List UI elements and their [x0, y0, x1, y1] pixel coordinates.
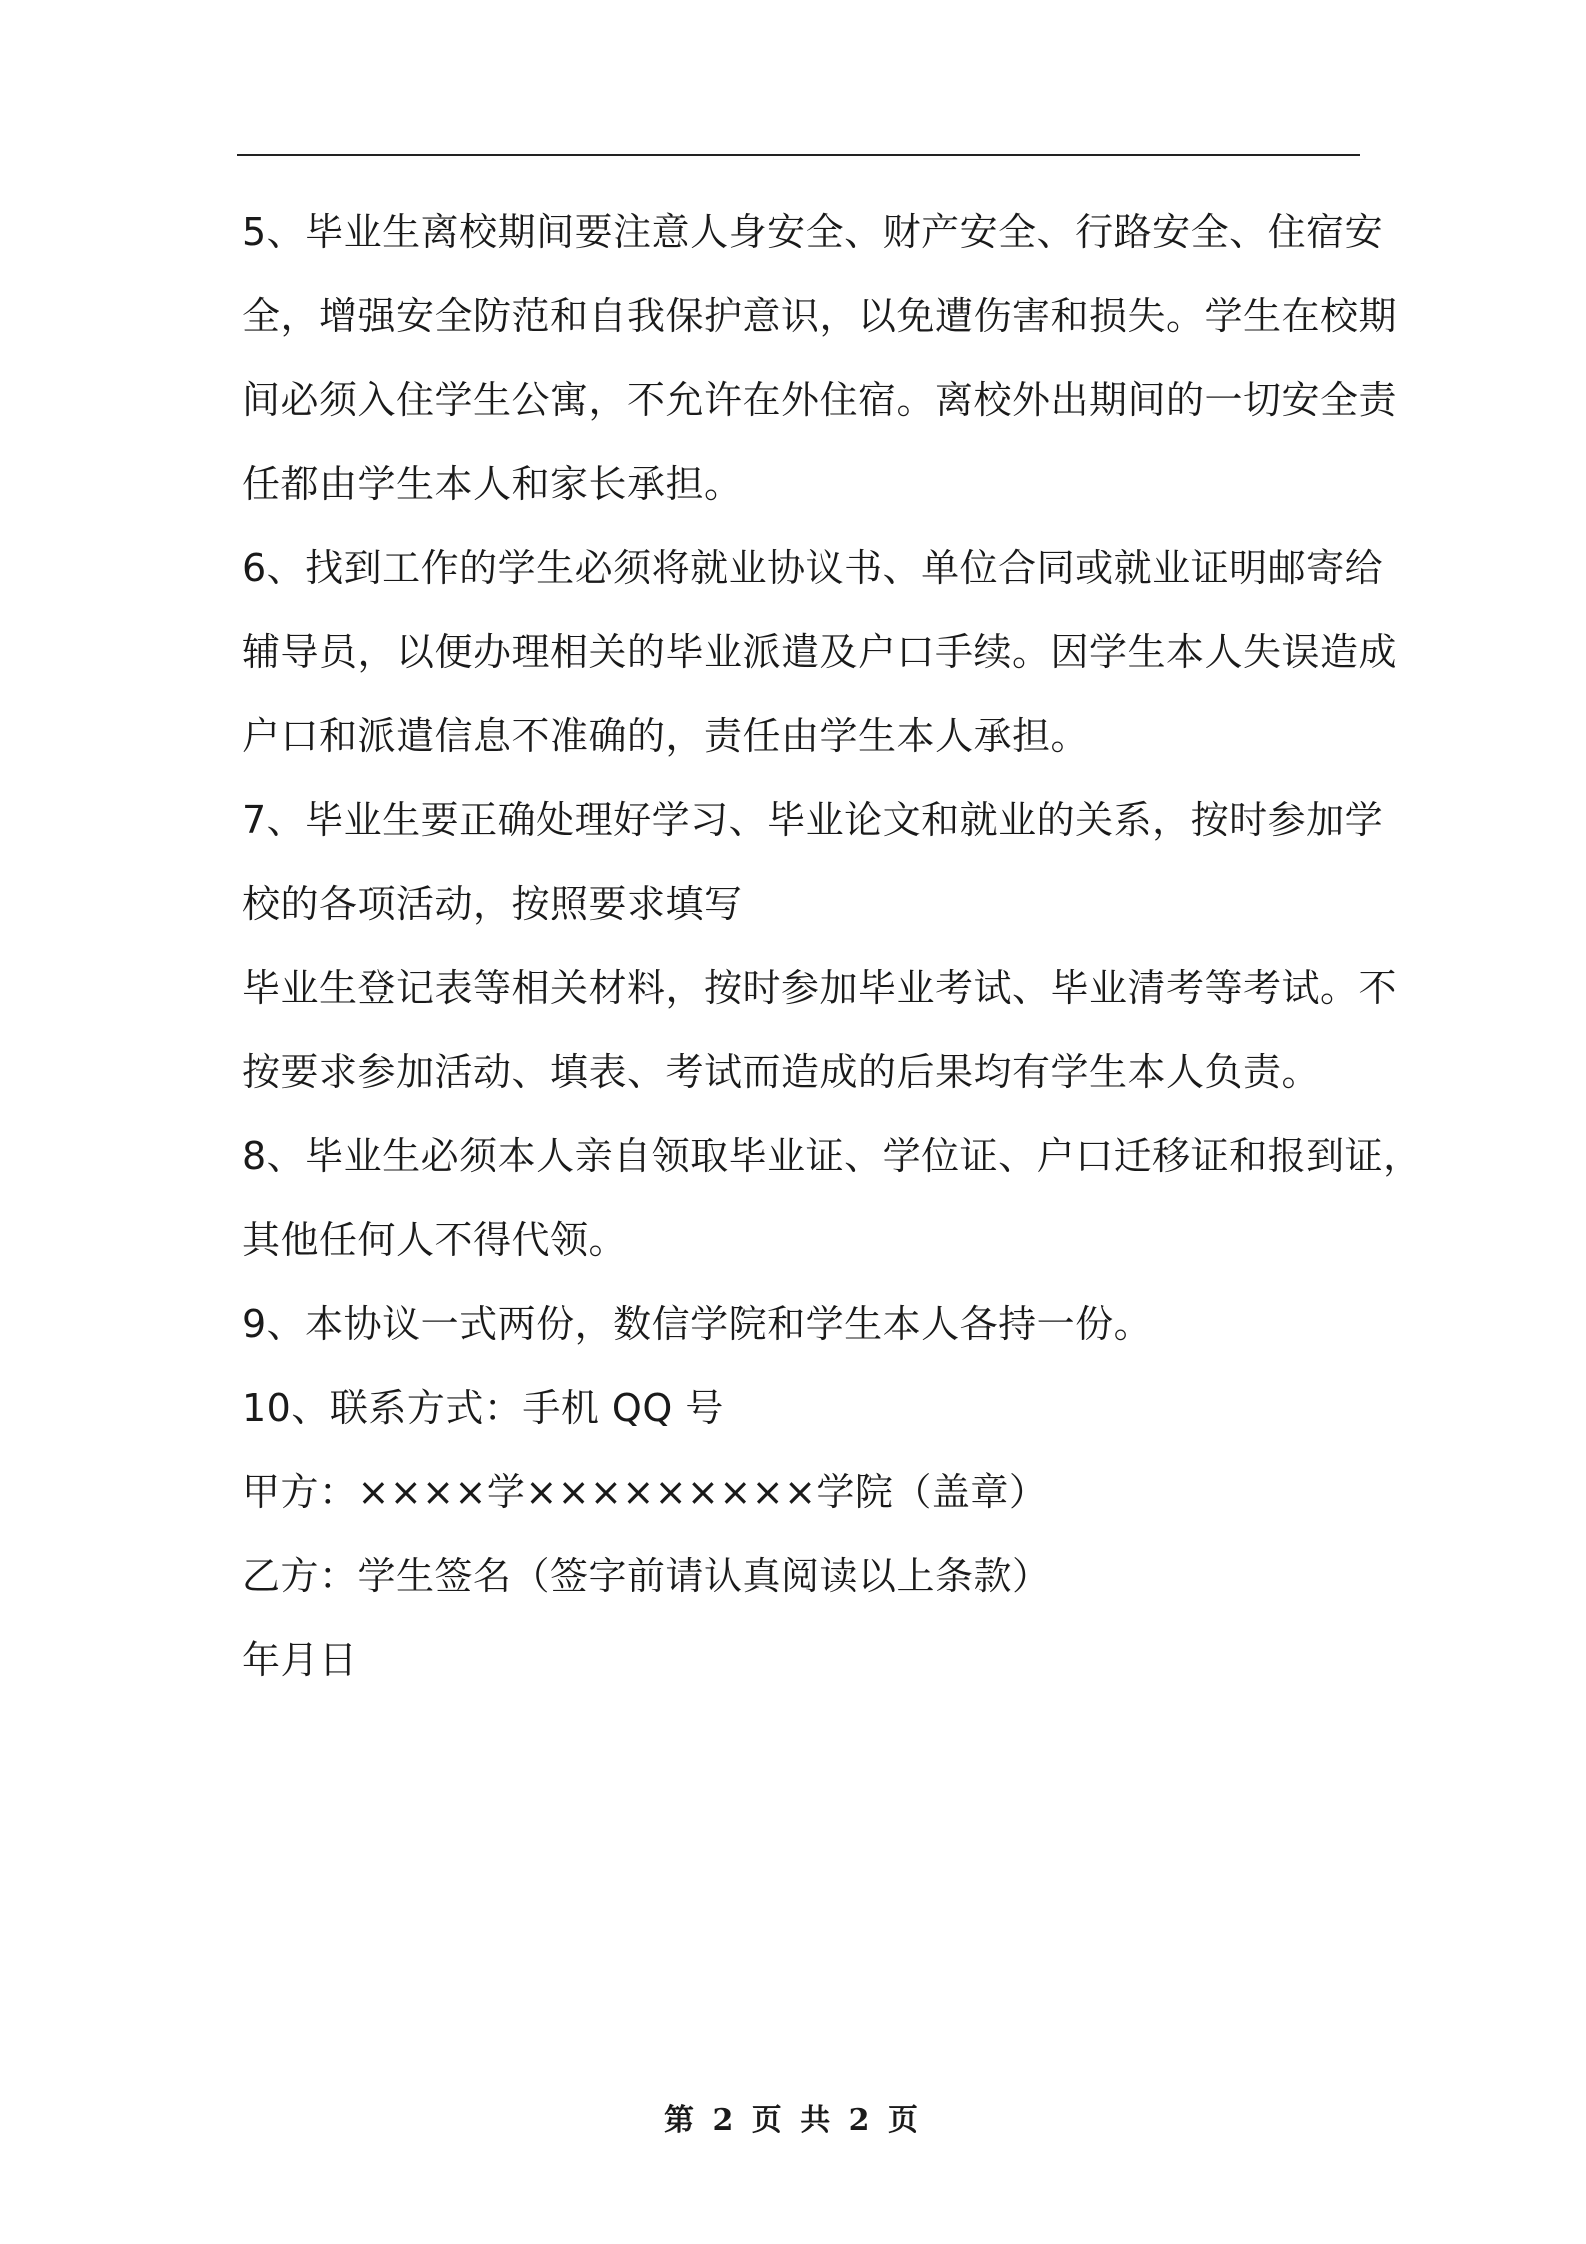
header-rule: [237, 154, 1360, 156]
document-body: [242, 190, 1422, 1702]
text-line: 9、本协议一式两份，数信学院和学生本人各持一份。: [242, 1302, 1153, 1346]
text-line: 毕业生登记表等相关材料，按时参加毕业考试、毕业清考等考试。不: [242, 966, 1398, 1010]
page-number: 第 2 页 共 2 页: [664, 2103, 922, 2138]
text-line: 间必须入住学生公寓，不允许在外住宿。离校外出期间的一切安全责: [242, 378, 1398, 422]
text-line: 全，增强安全防范和自我保护意识，以免遭伤害和损失。学生在校期: [242, 294, 1398, 338]
text-line: 乙方：学生签名（签字前请认真阅读以上条款）: [242, 1554, 1051, 1598]
text-line: 甲方：××××学×××××××××学院（盖章）: [242, 1470, 1048, 1514]
text-line: 6、找到工作的学生必须将就业协议书、单位合同或就业证明邮寄给: [242, 546, 1384, 590]
text-line: 7、毕业生要正确处理好学习、毕业论文和就业的关系，按时参加学: [242, 798, 1384, 842]
text-line: 按要求参加活动、填表、考试而造成的后果均有学生本人负责。: [242, 1050, 1321, 1094]
text-line: 辅导员，以便办理相关的毕业派遣及户口手续。因学生本人失误造成: [242, 630, 1398, 674]
text-line: 8、毕业生必须本人亲自领取毕业证、学位证、户口迁移证和报到证，: [242, 1134, 1422, 1178]
text-line: 其他任何人不得代领。: [242, 1218, 628, 1262]
text-line: 户口和派遣信息不准确的，责任由学生本人承担。: [242, 714, 1090, 758]
text-line: 10、联系方式：手机 QQ 号: [242, 1386, 724, 1430]
text-line: 校的各项活动，按照要求填写: [242, 882, 743, 926]
text-line: 年月日: [242, 1638, 358, 1682]
text-line: 5、毕业生离校期间要注意人身安全、财产安全、行路安全、住宿安: [242, 210, 1384, 254]
text-line: 任都由学生本人和家长承担。: [242, 462, 743, 506]
